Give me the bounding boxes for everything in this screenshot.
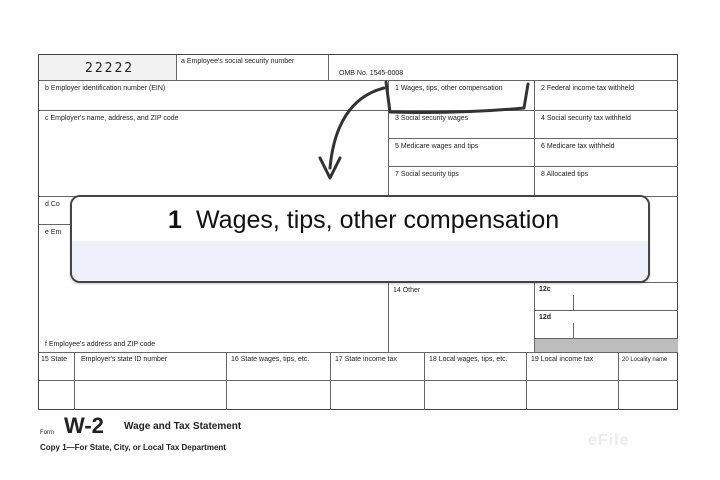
curved-arrow (330, 88, 384, 168)
box-b-label: b Employer identification number (EIN) (45, 85, 166, 92)
box-f-label: f Employee's address and ZIP code (45, 341, 156, 348)
box-19-label: 19 Local income tax (531, 356, 594, 363)
form-word: Form (40, 430, 54, 436)
box-2-label: 2 Federal income tax withheld (541, 85, 634, 92)
zoom-callout (70, 195, 650, 283)
highlight-marker (386, 82, 528, 113)
callout-field (72, 241, 648, 283)
box-3-label: 3 Social security wages (395, 115, 469, 122)
box-e-label: e Em (45, 229, 62, 236)
box-12c-label: 12c (539, 286, 551, 293)
form-title: Wage and Tax Statement (124, 421, 242, 432)
form-code: W-2 (64, 413, 104, 438)
box-15b-label: Employer's state ID number (81, 356, 168, 363)
box-5-label: 5 Medicare wages and tips (395, 143, 479, 150)
box-4-label: 4 Social security tax withheld (541, 115, 631, 122)
box-7-label: 7 Social security tips (395, 171, 459, 178)
box-20-label: 20 Locality name (622, 357, 668, 363)
box-d-label: d Co (45, 201, 60, 208)
box-16-label: 16 State wages, tips, etc. (231, 356, 310, 363)
box-8-label: 8 Allocated tips (541, 171, 589, 178)
box-1-label: 1 Wages, tips, other compensation (395, 85, 503, 92)
box-18-label: 18 Local wages, tips, etc. (429, 356, 508, 363)
omb-number: OMB No. 1545-0008 (339, 70, 404, 77)
control-number: 22222 (85, 61, 135, 76)
watermark-logo: eFile (588, 432, 630, 449)
box-a-label: a Employee's social security number (181, 58, 295, 65)
box-14-label: 14 Other (393, 287, 421, 294)
box-15-label: 15 State (41, 356, 68, 363)
box-17-label: 17 State income tax (335, 356, 397, 363)
box-c-label: c Employer's name, address, and ZIP code (45, 115, 179, 122)
callout-box-number: 1 (168, 206, 182, 234)
form-copy-line: Copy 1—For State, City, or Local Tax Department (40, 443, 226, 452)
box-6-label: 6 Medicare tax withheld (541, 143, 615, 150)
box-12d-label: 12d (539, 314, 552, 321)
callout-label: Wages, tips, other compensation (196, 206, 560, 234)
